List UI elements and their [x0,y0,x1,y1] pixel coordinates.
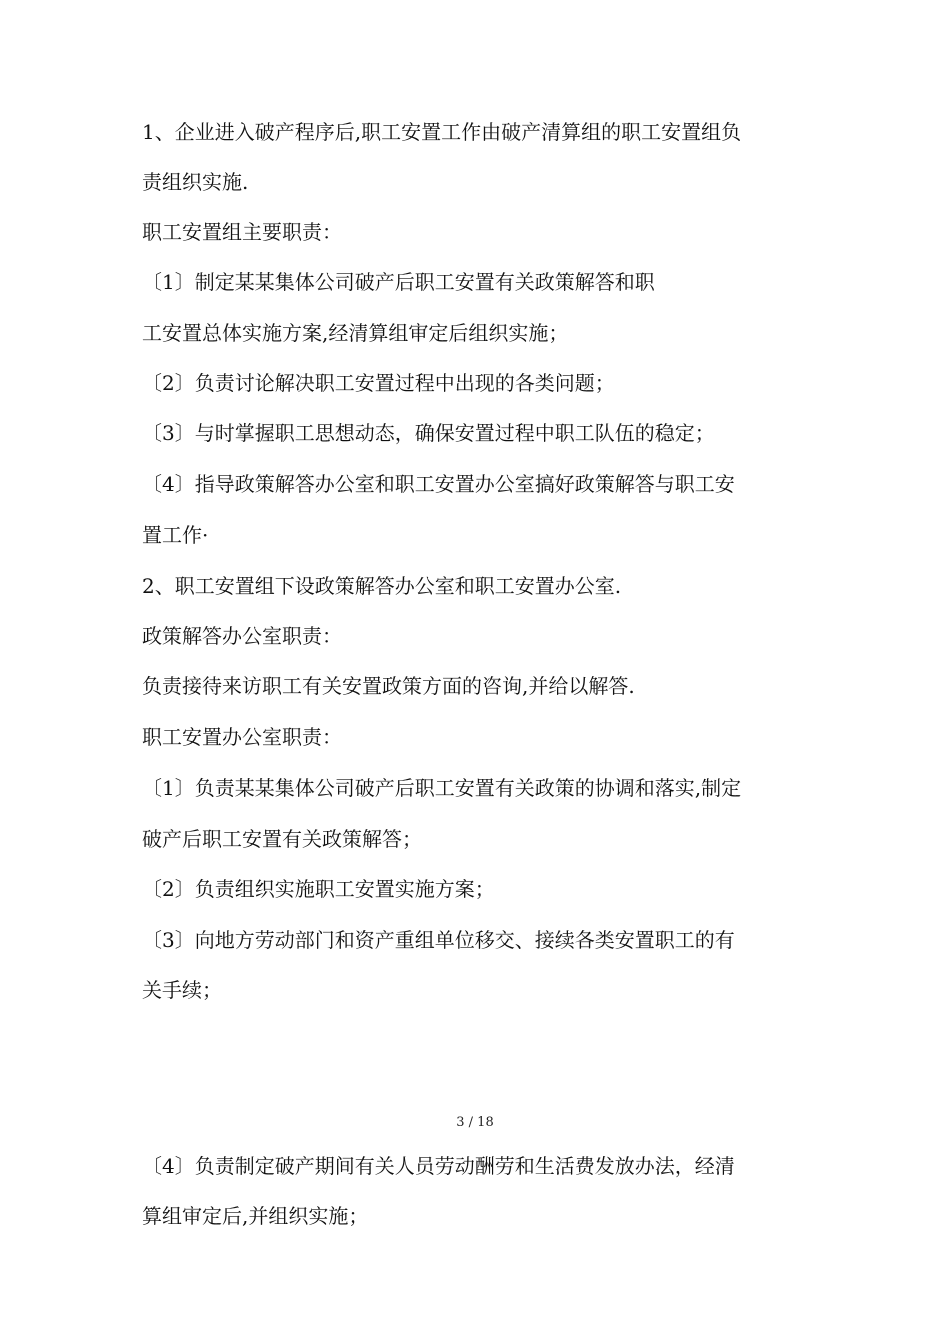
list-item: 〔1〕制定某某集体公司破产后职工安置有关政策解答和职 [142,270,655,294]
section-heading: 政策解答办公室职责： [142,624,342,648]
list-item: 〔4〕指导政策解答办公室和职工安置办公室搞好政策解答与职工安 [142,472,735,496]
list-item: 〔2〕负责讨论解决职工安置过程中出现的各类问题； [142,371,615,395]
paragraph-line: 关手续； [142,978,222,1002]
paragraph-line: 算组审定后,并组织实施； [142,1204,369,1228]
paragraph-line: 责组织实施. [142,170,249,194]
paragraph-line: 置工作· [142,523,209,547]
paragraph-line: 1、企业进入破产程序后,职工安置工作由破产清算组的职工安置组负 [142,120,742,144]
paragraph-line: 负责接待来访职工有关安置政策方面的咨询,并给以解答. [142,674,635,698]
paragraph-line: 破产后职工安置有关政策解答； [142,827,422,851]
section-heading: 职工安置组主要职责： [142,220,342,244]
list-item: 〔3〕向地方劳动部门和资产重组单位移交、接续各类安置职工的有 [142,928,735,952]
list-item: 〔4〕负责制定破产期间有关人员劳动酬劳和生活费发放办法，经清 [142,1154,735,1178]
list-item: 〔1〕负责某某集体公司破产后职工安置有关政策的协调和落实,制定 [142,776,742,800]
list-item: 〔3〕与时掌握职工思想动态，确保安置过程中职工队伍的稳定； [142,421,715,445]
page-number: 3 / 18 [456,1115,494,1130]
list-item: 〔2〕负责组织实施职工安置实施方案； [142,877,495,901]
section-heading: 职工安置办公室职责： [142,725,342,749]
paragraph-line: 2、职工安置组下设政策解答办公室和职工安置办公室. [142,574,622,598]
paragraph-line: 工安置总体实施方案,经清算组审定后组织实施； [142,321,569,345]
